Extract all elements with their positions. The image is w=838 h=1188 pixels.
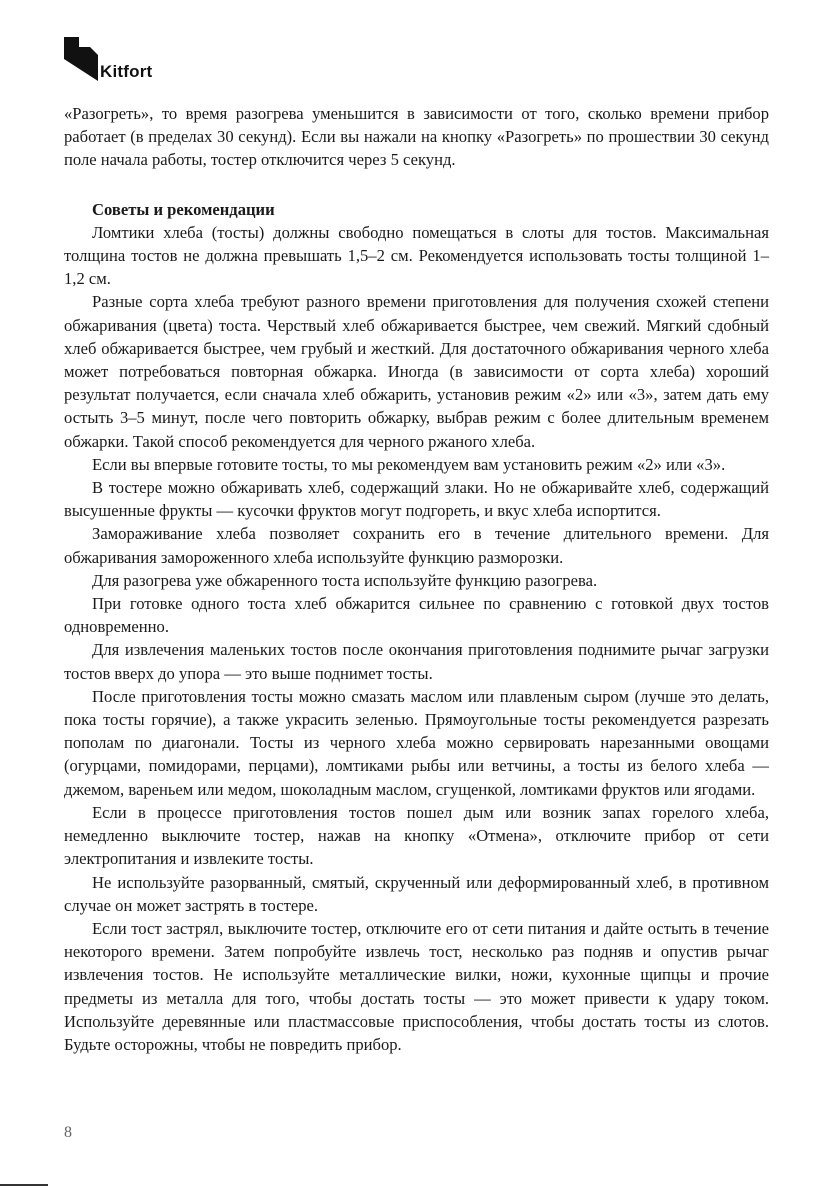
paragraph: Замораживание хлеба позволяет сохранить его в течение длительного времени. Для обжаривания замороженного хлеба используйте функцию разморозки. [64,524,769,567]
footer-divider [0,1184,48,1186]
page-number: 8 [64,1124,72,1141]
brand-logo [64,37,152,81]
paragraph: Ломтики хлеба (тосты) должны свободно помещаться в слоты для тостов. Максимальная толщина тостов не должна превышать 1,5–2 см. Рекомендуется использовать тосты толщиной 1–1,2 см. [64,222,769,289]
brand-name: Kitfort [100,62,153,81]
page-body [64,102,769,1056]
paragraph: В тостере можно обжаривать хлеб, содержащий злаки. Но не обжаривайте хлеб, содержащий высушенные фрукты — кусочки фруктов могут подгореть, и вкус хлеба испортится. [64,478,769,521]
paragraph: Для извлечения маленьких тостов после окончания приготовления поднимите рычаг загрузки тостов вверх до упора — это выше поднимет тосты. [64,640,769,683]
paragraph: Если тост застрял, выключите тостер, отключите его от сети питания и дайте остыть в течение некоторого времени. Затем попробуйте извлечь тост, несколько раз подняв и опустив рычаг извлечения тостов. Не используйте металлические вилки, ножи, кухонные щипцы и прочие предметы из металла для того, чтобы достать тосты — это может привести к удару током. Используйте деревянные или пластмассовые приспособления, чтобы достать тосты из слотов. Будьте осторожны, чтобы не повредить прибор. [64,918,769,1054]
paragraph: Если в процессе приготовления тостов пошел дым или возник запах горелого хлеба, немедленно выключите тостер, нажав на кнопку «Отмена», отключите прибор от сети электропитания и извлеките тосты. [64,802,769,869]
kitfort-logo-icon [64,37,98,81]
paragraph: Не используйте разорванный, смятый, скрученный или деформированный хлеб, в противном случае он может застрять в тостере. [64,872,769,915]
paragraph: Если вы впервые готовите тосты, то мы рекомендуем вам установить режим «2» или «3». [92,454,726,474]
section-heading: Советы и рекомендации [92,199,275,219]
intro-paragraph: «Разогреть», то время разогрева уменьшится в зависимости от того, сколько времени прибор работает (в пределах 30 секунд). Если вы нажали на кнопку «Разогреть» по прошествии 30 секунд поле начала работы, тостер отключится через 5 секунд. [64,104,769,170]
paragraph: Разные сорта хлеба требуют разного времени приготовления для получения схожей степени обжаривания (цвета) тоста. Черствый хлеб обжаривается быстрее, чем свежий. Мягкий сдобный хлеб обжаривается быстрее, чем грубый и жесткий. Для достаточного обжаривания черного хлеба может потребоваться повторная обжарка. Иногда (в зависимости от сорта хлеба) хороший результат получается, если сначала хлеб обжарить, установив режим «2» или «3», затем дать ему остыть 3–5 минут, после чего повторить обжарку, выбрав режим с более длительным временем обжарки. Такой способ рекомендуется для черного ржаного хлеба. [64,292,769,451]
paragraph: При готовке одного тоста хлеб обжарится сильнее по сравнению с готовкой двух тостов одновременно. [64,594,769,637]
paragraph: Для разогрева уже обжаренного тоста используйте функцию разогрева. [92,570,598,590]
paragraph: После приготовления тосты можно смазать маслом или плавленым сыром (лучше это делать, пока тосты горячие), а также украсить зеленью. Прямоугольные тосты рекомендуется разрезать пополам по диагонали. Тосты из черного хлеба можно сервировать нарезанными овощами (огурцами, помидорами, перцами), ломтиками рыбы или ветчины, а тосты из белого хлеба — джемом, вареньем или медом, шоколадным маслом, сгущенкой, ломтиками фруктов или ягодами. [64,686,769,799]
